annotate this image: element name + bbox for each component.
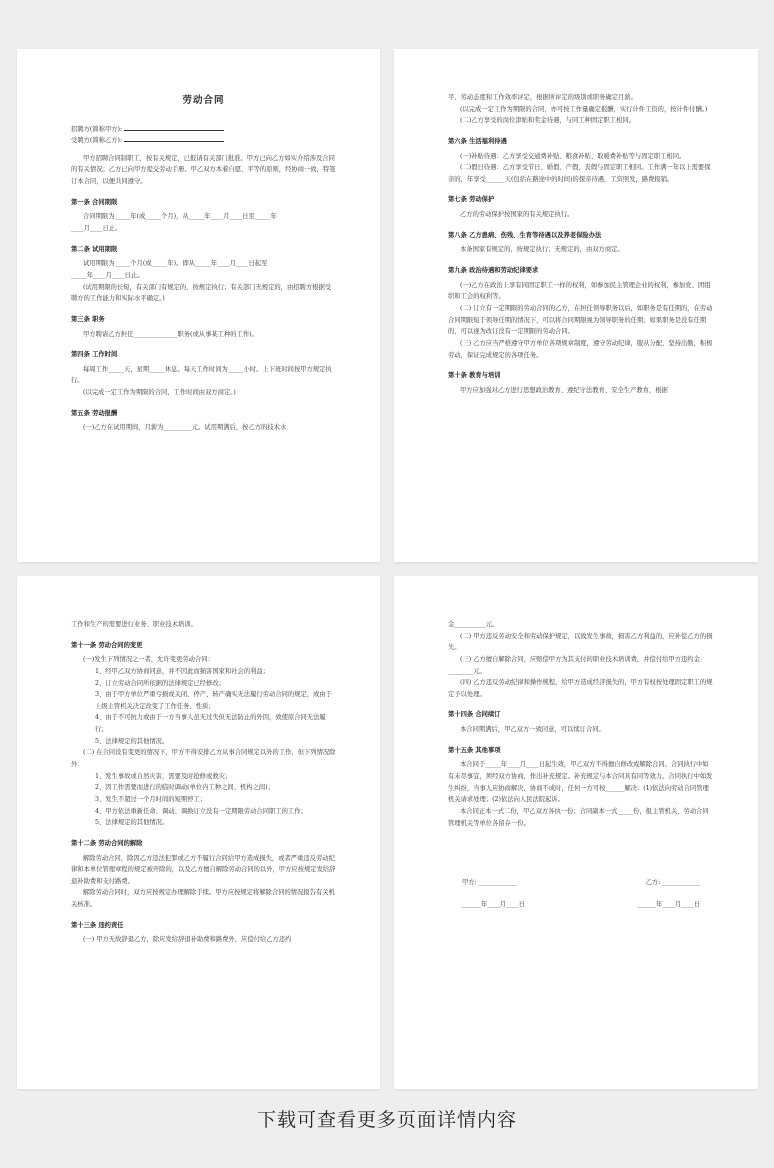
paragraph: 平、劳动态度和工作效率评定，根据所评定的级别或职务确定月薪。 (448, 94, 637, 101)
party-b-signature: 乙方: ____________ (645, 879, 700, 887)
section-heading: 第七条 劳动保护 (448, 196, 495, 204)
signature-row (448, 877, 714, 889)
paragraph: (一)发生下列情况之一者，允许变更劳动合同： (83, 656, 214, 664)
party-a-signature: 甲方: ____________ (462, 879, 517, 887)
section-heading: 第十四条 合同续订 (448, 711, 501, 719)
section-heading: 第十二条 劳动合同的解除 (71, 839, 143, 847)
paragraph: 本合同于_____年____月____日起生效，甲乙双方不得擅自修改或解除合同。合同执行中如有未尽事宜，须经双方协商，作出补充规定。补充规定与本合同具有同等效力。合同执行中如发生纠纷，当事人应协商解决，协商不成时，任何一方可按______解决：(1)依法向劳动合同管理机关请求处理；(2)依法向人民法院起诉。 (448, 761, 713, 804)
employer-blank (124, 124, 224, 131)
intro-paragraph: 甲方招聘合同制职工，按有关规定，已报请有关部门批准。甲方已向乙方如实介绍涉及合同的有关情况；乙方已向甲方提交劳动手册。甲乙双方本着自愿、平等的原则，经协商一致，特签订本合同，以便共同遵守。 (71, 154, 336, 186)
paragraph: ____月____日止。 (71, 225, 122, 233)
paragraph: 工作和生产的需要进行业务、职业技术培训。 (71, 621, 197, 628)
employee-blank (124, 135, 224, 142)
paragraph: 本合同正本一式二份，甲乙双方各执一份；合同副本一式_____份，报主管机关、劳动合同管理机关等单位各留存一份。 (448, 807, 709, 827)
section-heading: 第三条 职务 (71, 315, 105, 323)
paragraph: (二) 订立有一定期限的劳动合同的乙方，在担任领导职务以后，如职务是有任期的，在劳动合同期限短于领导任期的情况下，可以将合同期限视为领导职务的任期；如果职务是没有任期的，可以视为改订没有一定期限的劳动合同。 (448, 304, 713, 336)
paragraph: 金__________元。 (448, 621, 499, 628)
document-page-2 (394, 49, 758, 562)
paragraph: 本合同期满后，甲乙双方一致同意，可以续订合同。 (460, 726, 605, 734)
list-item: 2、因工作需要而进行的临时调动(单位内工种之间、机构之间)； (95, 784, 274, 792)
paragraph: 甲方应加强对乙方进行思想政治教育、遵纪守法教育、安全生产教育，根据 (460, 386, 668, 394)
paragraph: (一)乙方在试用期间，月薪为_________元。试用期满后，按乙方的技术水 (83, 424, 287, 432)
list-item: 1、发生事故或自然灾害，需要及时抢修或救灾； (95, 772, 232, 780)
paragraph: 合同期限为_____年(或_____个月)，从_____年____月____日至_____年 (83, 213, 277, 221)
document-page-3 (17, 576, 380, 1089)
paragraph: (一)补贴待遇：乙方享受交通费补贴、粮食补贴、取暖费补贴等与固定职工相同。 (460, 152, 686, 160)
paragraph: (一)乙方在政治上享有同固定职工一样的权利，如参加民主管理企业的权利，参加党、团组织和工会的权利等。 (448, 281, 711, 301)
document-page-1 (17, 49, 380, 562)
paragraph: (二) 在合同没有变更的情况下，甲方不得安排乙方从事合同规定以外的工作，但下列情况除外： (71, 749, 336, 769)
paragraph: 本条国家有规定的，按规定执行；无规定的，由双方商定。 (460, 246, 624, 254)
list-item: 2、订立劳动合同所依据的法律规定已经修改； (95, 679, 225, 687)
employee-line (71, 135, 336, 147)
list-item: 3、发生不超过一个月时间的短期停工； (95, 795, 207, 803)
paragraph: _____年____月____日止。 (71, 271, 144, 279)
section-heading: 第八条 乙方患病、伤残、生育等待遇以及养老保险办法 (448, 231, 602, 239)
paragraph: (试用期限的长短，有关部门有规定的，按规定执行；有关部门无规定的，由招聘方根据受聘方的工作能力和实际水平确定。) (71, 283, 332, 303)
paragraph: 试用期限为_____个月(或_____年)。即从_____年____月____日起至 (83, 260, 268, 268)
paragraph: 甲方聘请乙方担任______________职务(或从事某工种的工作)。 (83, 330, 258, 338)
paragraph: (三) 乙方应当严格遵守甲方单位各项规章制度，遵守劳动纪律，服从分配，坚持出勤，积极劳动，保证完成规定的各项任务。 (448, 339, 713, 359)
section-heading: 第十条 教育与培训 (448, 372, 501, 380)
paragraph: 解除劳动合同，除因乙方违法犯罪或乙方不履行合同给甲方造成损失，或者严重违反劳动纪律和本单位管理章程的规定被开除的，以及乙方擅自解除劳动合同的以外，甲方应按规定发给辞退补助费和支付路费。 (71, 854, 336, 885)
section-heading: 第一条 合同期限 (71, 198, 118, 206)
doc-title: 劳动合同 (182, 95, 225, 106)
employer-label: 招聘方(简称甲方): (71, 125, 123, 133)
paragraph: 解除劳动合同时，双方应按规定办理解除手续。甲方应按规定将解除合同的情况报告有关机关核准。 (71, 889, 335, 909)
paragraph: (二)乙方享受的岗位津贴和奖金待遇，与同工种固定职工相同。 (460, 117, 635, 125)
paragraph: (三) 乙方擅自解除合同，应赔偿甲方为其支付的职业技术培训费，并偿付给甲方违约金________元。 (448, 655, 700, 675)
download-prompt[interactable]: 下载可查看更多页面详情内容 (256, 1109, 517, 1131)
paragraph: (以完成一定工作为期限的合同，亦可按工作量确定报酬，实行计件工资的，按计件付酬。) (460, 105, 708, 113)
section-heading: 第四条 工作时间 (71, 351, 118, 359)
paragraph: (四) 乙方违反劳动纪律和操作规程，给甲方造成经济损失的，甲方有权按处理固定职工的规定予以处理。 (448, 679, 713, 698)
section-heading: 第六条 生活福利待遇 (448, 137, 507, 145)
party-a-date: ______年____月____日 (462, 900, 525, 908)
paragraph: (一) 甲方无故辞退乙方，除应发给辞退补助费和路费外，应偿付给乙方违约 (83, 936, 292, 944)
document-page-4 (394, 576, 758, 1089)
section-heading: 第十三条 违约责任 (71, 921, 124, 929)
list-item: 1、经甲乙双方协商同意，并不因此而损害国家和社会的利益； (95, 667, 270, 675)
list-item: 5、法律规定的其他情况。 (95, 819, 169, 827)
paragraph: 乙方的劳动保护按国家的有关规定执行。 (460, 211, 574, 219)
section-heading: 第五条 劳动报酬 (71, 409, 118, 417)
list-item: 3、由于甲方单位严重亏损或关闭、停产、转产确实无法履行劳动合同的规定，或由于上级主管机关决定改变了工作任务、性质； (95, 691, 332, 710)
paragraph: (二) 甲方违反劳动安全和劳动保护规定，以致发生事故，损害乙方利益的，应补偿乙方的损失。 (448, 632, 713, 652)
list-item: 5、法律规定的其他情况。 (95, 737, 169, 745)
paragraph: 每周工作_____天，星期_____休息。每天工作时间为_____小时。上下班时间按甲方规定执行。 (71, 365, 332, 385)
section-heading: 第二条 试用期限 (71, 245, 118, 253)
list-item: 4、甲方依法重新任命、调动、调换订立没有一定期限劳动合同职工的工作； (95, 807, 307, 815)
party-b-date: ______年____月____日 (637, 900, 700, 908)
employee-label: 受聘方(简称乙方): (71, 137, 123, 145)
employer-line (71, 124, 336, 136)
section-heading: 第十五条 其他事项 (448, 746, 501, 754)
section-heading: 第十一条 劳动合同的变更 (71, 641, 143, 649)
paragraph: (以完成一定工作为期限的合同，工作时间由双方商定。) (83, 389, 236, 397)
section-heading: 第九条 政治待遇和劳动纪律要求 (448, 267, 539, 275)
paragraph: (二)假日待遇：乙方享受节日、婚假、产假、丧假与固定职工相同。工作满一年以上需要探亲的，年享受______天(包括在路途中的时间)的探亲待遇，工资照发，路费报销。 (448, 164, 711, 183)
list-item: 4、由于不可抗力或由于一方当事人虽无过失但无法防止的外因，致使原合同无法履行； (95, 714, 326, 734)
date-row (448, 899, 714, 911)
